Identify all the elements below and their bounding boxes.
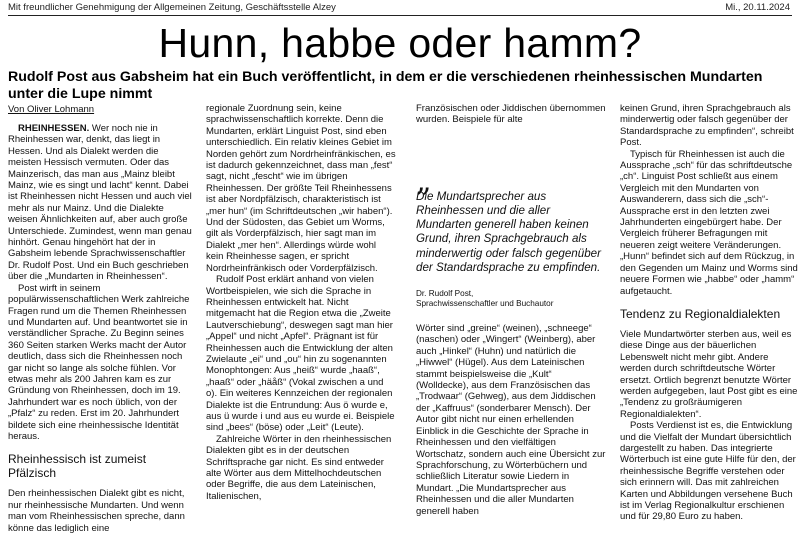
article-column-3 — [416, 103, 606, 517]
article-author: Von Oliver Lohmann — [8, 104, 95, 115]
pull-quote: Die Mundartsprecher aus Rheinhessen und die aller Mundarten generell haben keinen Grund, ihren Sprachgebrauch als minderwertig oder falsch gegenüber der Standardsprache zu empfinden. — [416, 189, 601, 274]
quote-attribution-role: Sprachwissenschaftler und Buchautor — [416, 299, 554, 309]
section-subhead: Tendenz zu Regionaldialekten — [620, 306, 781, 321]
paragraph: Typisch für Rheinhessen ist auch die Aussprache „sch“ für das schriftdeutsche „ch“. Linguist Post schließt aus einem Vergleich mit den Mundarten von Auswanderern, dass sich die „sch“-Aussprache erst in den letzten zwei Jahrhunderten eingebürgert habe. Der Vergleich früherer Befragungen mit neueren zeigt weitere Veränderungen. „Hunn“ befindet sich auf dem Rückzug, in den Gegenden um Mainz und Worms sind neuere Formen wie „habbe“ oder „hamm“ aufgetaucht. — [620, 148, 798, 297]
article-column-2 — [206, 103, 396, 502]
source-credit: Mit freundlicher Genehmigung der Allgemeinen Zeitung, Geschäftsstelle Alzey — [8, 2, 336, 13]
article-subheadline: Rudolf Post aus Gabsheim hat ein Buch veröffentlicht, in dem er die verschiedenen rheinhessischen Mundarten unter die Lupe nimmt — [8, 69, 763, 102]
paragraph: Französischen oder Jiddischen übernommen wurden. Beispiele für alte — [416, 103, 606, 126]
article-column-1 — [8, 123, 194, 534]
paragraph: keinen Grund, ihren Sprachgebrauch als minderwertig oder falsch gegenüber der Standardsprache zu empfinden“, schreibt Post. — [620, 103, 794, 149]
paragraph: Viele Mundartwörter sterben aus, weil es diese Dinge aus der bäuerlichen Lebenswelt nicht mehr gibt. Andere werden durch schriftdeutsche Wörter ersetzt. Ortlich begrenzt benutzte Wörter werden aufgegeben, laut Post gibt es eine „Tendenz zu großräumigeren Regionaldialekten“. — [620, 328, 798, 420]
paragraph: Wörter sind „greine“ (weinen), „schneege“ (naschen) oder „Wingert“ (Weinberg), aber auch „Hinkel“ (Huhn) und natürlich die „Hiwwel“ (Hügel). Aus dem Lateinischen stammt beispielsweise die „Kult“ (Wolldecke), aus dem Französischen das „Trodwaar“ (Gehweg), aus dem Jiddischen der „Kaffruus“ (sonderbarer Mensch). Der Autor gibt nicht nur einen erhellenden Einblick in die Geschichte der Sprache in Rheinhessen und den vielfältigen Wortschatz, sondern auch eine Übersicht zur Sprachforschung, zu Wörterbüchern und schließlich Literatur sowie Liedern in Mundart. „Die Mundartsprecher aus Rheinhessen und die aller Mundarten generell haben — [416, 323, 606, 517]
paragraph — [8, 123, 194, 283]
paragraph: regionale Zuordnung sein, keine sprachwissenschaftlich korrekte. Denn die Mundarten, erklärt Linguist Post, sind eben unterschiedlich. Ein relativ kleines Gebiet im Norden gehört zum Nordrheinfränkischen, es ist dadurch gekennzeichnet, dass man „fest“ sagt, nicht „fescht“ wie im übrigen Rheinhessen. Der größte Teil Rheinhessens ist aber Nordpfälzisch, charakteristisch ist „mer hun“ (im Schriftdeutschen „wir haben“). Und der Südosten, das Gebiet um Worms, gilt als Vorderpfälzisch, hier sagt man im Dialekt „mer hen“. Allerdings würde wohl kein Rheinhesse sagen, er spricht Nordrheinfränkisch oder Vorderpfälzisch. — [206, 103, 396, 274]
paragraph: Posts Verdienst ist es, die Entwicklung und die Vielfalt der Mundart übersichtlich dargestellt zu haben. Das integrierte Wörterbuch ist eine gute Hilfe für den, der rheinhessische Begriffe verstehen oder sich erinnern will. Das mit zahlreichen Karten und Abbildungen versehene Buch ist im Verlag Regionalkultur erschienen und für 29,80 Euro zu haben. — [620, 420, 796, 523]
paragraph: Zahlreiche Wörter in den rheinhessischen Dialekten gibt es in der deutschen Schriftsprache gar nicht. Es sind entweder alte Wörter aus dem Mittelhochdeutschen oder Begriffe, die aus dem Lateinischen, Italienischen, — [206, 433, 392, 502]
publication-date: Mi., 20.11.2024 — [725, 2, 790, 13]
paragraph-text: Wer noch nie in Rheinhessen war, denkt, das liegt in Hessen. Und als Dialekt werden die meisten Hessisch vermuten. Oder das Mainzerisch, das man aus „Mainz bleibt Mainz, wie es singt und lacht“ kennt. Dabei ist Rheinhessen nicht Hessen und auch viel mehr als nur Mainz. Und die Dialekte weisen Ähnlichkeiten auf, aber auch große Unterschiede. Zumindest, wenn man genau hinhört. Genau hingehört hat der in Gabsheim lebende Sprachwissenschaftler Dr. Rudolf Post. Und ein Buch geschrieben über die „Mundarten in Rheinhessen“. — [8, 123, 192, 283]
article-headline: Hunn, habbe oder hamm? — [158, 20, 642, 66]
source-bar — [8, 2, 792, 16]
paragraph: Rudolf Post erklärt anhand von vielen Wortbeispielen, wie sich die Sprache in Rheinhessen entwickelt hat. Nicht mitgemacht hat die Region etwa die „Zweite Lautverschiebung“, deswegen sagt man hier „Appel“ und nicht „Apfel“. Prägnant ist für Rheinhessen auch die Entwicklung der alten Zwielaute „ei“ und „ou“ hin zu sogenannten Monophtongen: Aus „heiß“ wurde „haaß“, „haaß“ oder „häåß“ (Vokal zwischen a und o). Ein weiteres Kennzeichen der regionalen Dialekte ist die Entrundung: Aus ö wurde e, aus ü wurde i und aus eu wurde ei. Beispiele sind „bees“ (böse) oder „Leit“ (Leute). — [206, 274, 395, 434]
quote-attribution-name: Dr. Rudolf Post, — [416, 289, 474, 299]
section-subhead: Rheinhessisch ist zumeist Pfälzisch — [8, 452, 147, 481]
dateline: RHEINHESSEN. — [18, 123, 90, 134]
article-column-4 — [620, 103, 798, 523]
paragraph: Den rheinhessischen Dialekt gibt es nicht, nur rheinhessische Mundarten. Und wenn man vom Rheinhessischen spreche, dann könne das lediglich eine — [8, 488, 185, 534]
quote-mark-icon: „ — [416, 163, 432, 199]
quote-attribution — [416, 289, 606, 309]
paragraph: Post wirft in seinem populärwissenschaftlichen Werk zahlreiche Fragen rund um die Themen Rheinhessen und Mundarten auf. Und beantwortet sie in verständlicher Sprache. Zu Beginn seines 360 Seiten starken Werks macht der Autor deutlich, dass sich die Rheinhessen noch gar nicht so lange als solche fühlen. Vor etwas mehr als 200 Jahren kam es zur Gründung von Rheinhessen, doch im 19. Jahrhundert war es noch üblich, von der „Pfalz“ zu reden. Erst im 20. Jahrhundert bildete sich eine rheinhessische Identität heraus. — [8, 282, 190, 442]
